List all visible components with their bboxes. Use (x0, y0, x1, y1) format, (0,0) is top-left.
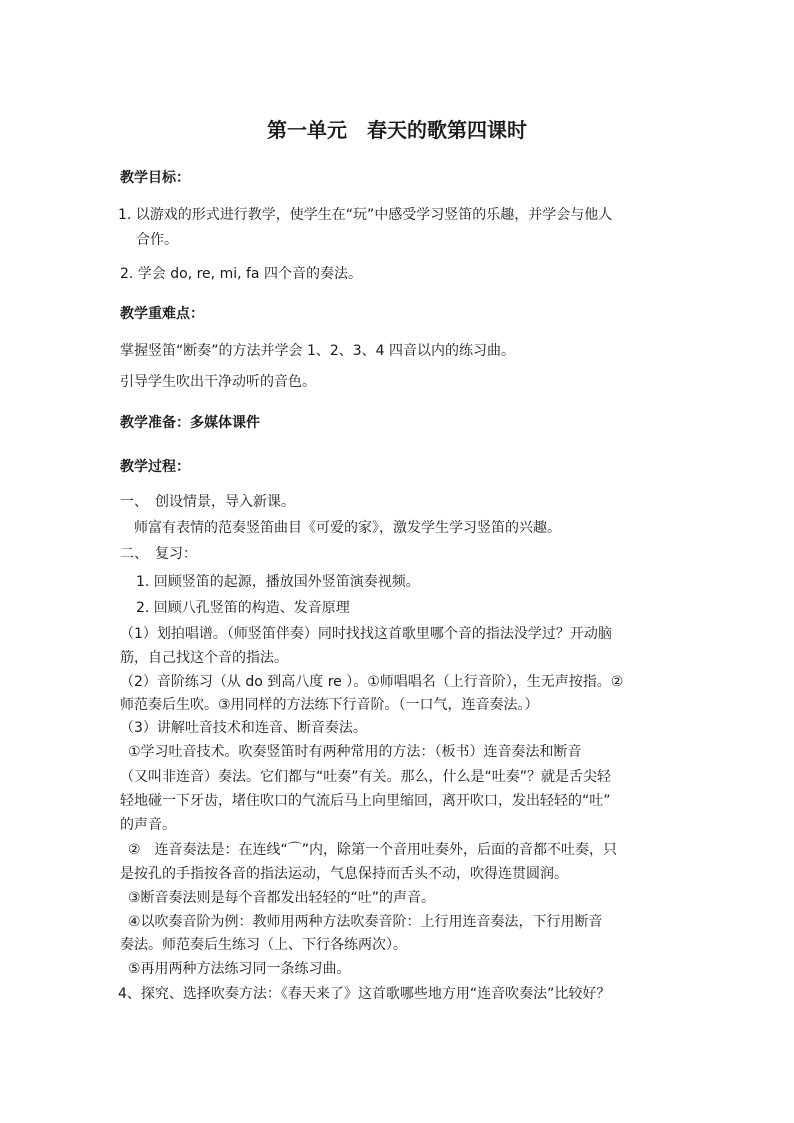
process-line: ③断音奏法则是每个音都发出轻轻的“吐”的声音。 (128, 890, 436, 906)
process-heading: 教学过程： (120, 459, 190, 475)
objective-item-1-line-2: 合作。 (136, 232, 178, 248)
process-line: （3）讲解吐音技术和连音、断音奏法。 (120, 720, 367, 736)
process-line: 1. 回顾竖笛的起源，播放国外竖笛演奏视频。 (136, 574, 420, 590)
process-line: （2）音阶练习（从 do 到高八度 re ）。①师唱唱名（上行音阶），生无声按指。② (120, 674, 624, 690)
process-line: 轻地碰一下牙齿，堵住吹口的气流后马上向里缩回，离开吹口，发出轻轻的“吐” (120, 793, 611, 809)
process-line: ①学习吐音技术。吹奏竖笛时有两种常用的方法：（板书）连音奏法和断音 (128, 744, 582, 760)
process-line: 奏法。师范奏后生练习（上、下行各练两次）。 (120, 937, 407, 953)
process-line: ② 连音奏法是：在连线“⌒”内，除第一个音用吐奏外，后面的音都不吐奏，只 (128, 842, 618, 858)
objective-item-2: 2. 学会 do, re, mi, fa 四个音的奏法。 (120, 266, 362, 282)
page-title: 第一单元 春天的歌第四课时 (267, 118, 527, 142)
objective-item-1-line-1: 1. 以游戏的形式进行教学，使学生在“玩”中感受学习竖笛的乐趣，并学会与他人 (118, 207, 613, 223)
process-line: 筋，自己找这个音的指法。 (120, 650, 288, 666)
difficulties-heading: 教学重难点： (120, 306, 204, 322)
process-line: 的声音。 (120, 817, 176, 833)
preparation-heading: 教学准备：多媒体课件 (120, 415, 260, 431)
process-line: ⑤再用两种方法练习同一条练习曲。 (128, 961, 351, 977)
process-line: 一、 创设情景，导入新课。 (120, 494, 295, 510)
process-line: 二、 复习： (120, 546, 197, 562)
difficulties-line-2: 引导学生吹出干净动听的音色。 (120, 374, 316, 390)
process-line: 师范奏后生吹。③用同样的方法练下行音阶。（一口气，连音奏法。） (120, 697, 539, 713)
difficulties-line-1: 掌握竖笛“断奏”的方法并学会 1、2、3、4 四音以内的练习曲。 (120, 343, 516, 359)
process-line: 是按孔的手指按各音的指法运动，气息保持而舌头不动，吹得连贯圆润。 (120, 866, 568, 882)
process-line: 2. 回顾八孔竖笛的构造、发音原理 (136, 600, 350, 616)
process-line: （1）划拍唱谱。（师竖笛伴奏）同时找找这首歌里哪个音的指法没学过？开动脑 (120, 626, 612, 642)
process-line: ④以吹奏音阶为例：教师用两种方法吹奏音阶：上行用连音奏法，下行用断音 (128, 914, 603, 930)
objectives-heading: 教学目标： (120, 170, 190, 186)
process-line: 4、探究、选择吹奏方法：《春天来了》这首歌哪些地方用“连音吹奏法”比较好？ (118, 986, 611, 1002)
process-line: 师富有表情的范奏竖笛曲目《可爱的家》，激发学生学习竖笛的兴趣。 (120, 520, 561, 536)
process-line: （又叫非连音）奏法。它们都与“吐奏”有关。那么，什么是“吐奏”？就是舌尖轻 (120, 769, 612, 785)
